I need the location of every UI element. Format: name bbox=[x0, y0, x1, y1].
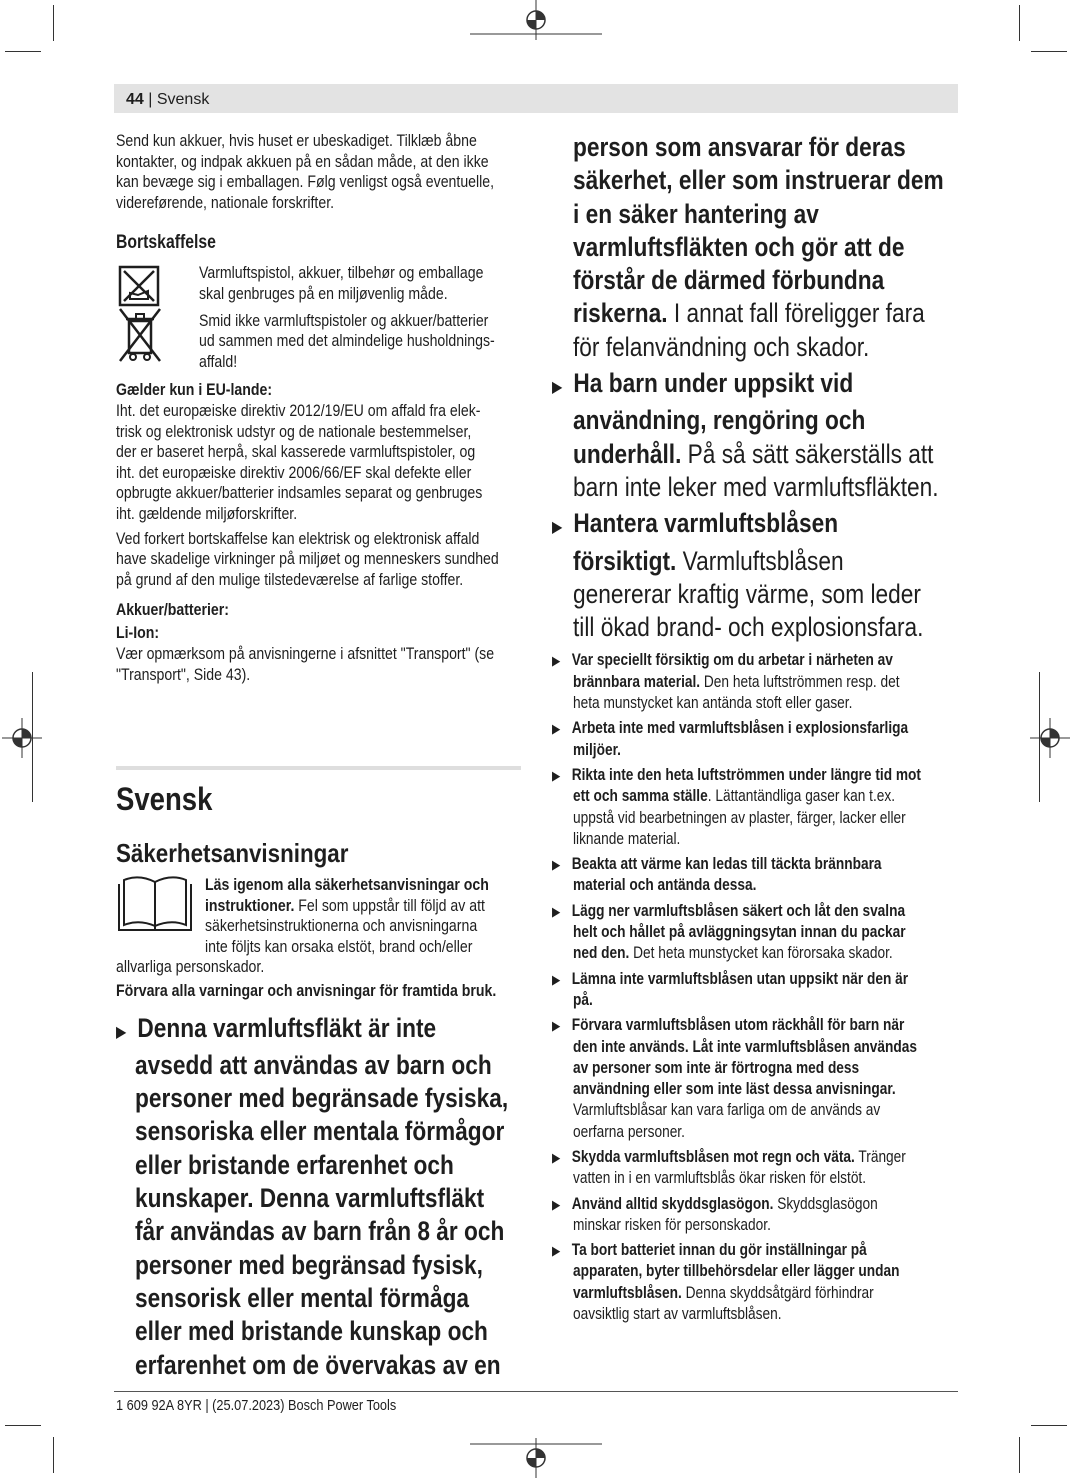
header-separator: | bbox=[148, 91, 153, 108]
bullet-text-bold: varmluftsblåsen. bbox=[573, 1283, 682, 1302]
crop-mark bbox=[5, 51, 41, 52]
bullet-text: Varmluftsblåsar kan vara farliga om de används av bbox=[573, 1101, 881, 1120]
eu-paragraph bbox=[116, 401, 536, 525]
read-line-1: Läs igenom alla säkerhetsanvisningar och bbox=[205, 875, 489, 894]
text-line: videreførende, nationale forskrifter. bbox=[116, 192, 335, 212]
triangle-bullet-icon: ▶ bbox=[552, 903, 561, 919]
disposal-row-recycle bbox=[116, 263, 536, 304]
text-line: Iht. det europæiske direktiv 2012/19/EU om affald fra elek- bbox=[116, 400, 481, 420]
text-line: iht. gældende miljøforskrifter. bbox=[116, 503, 298, 523]
big-line: eller bristande erfarenhet och bbox=[135, 1149, 454, 1180]
text-line: kan bevæge sig i emballagen. Følg venligst også eventuelle, bbox=[116, 172, 495, 192]
header-bar bbox=[114, 84, 958, 113]
page-number: 44 bbox=[126, 91, 144, 108]
big-line: barn inte leker med varmluftsfläkten. bbox=[573, 471, 939, 502]
read-line-2-bold: instruktioner. bbox=[205, 895, 295, 915]
text-line: opbrugte akkuer/batterier indsamles separat og genbruges bbox=[116, 483, 483, 503]
triangle-bullet-icon: ▶ bbox=[552, 767, 561, 783]
big-line-bold: försiktigt. bbox=[573, 545, 677, 576]
text-line: ud sammen med det almindelige husholdnings- bbox=[199, 331, 495, 351]
bullet-text: på. bbox=[573, 990, 593, 1009]
warning-goggles bbox=[552, 1194, 964, 1237]
recycle-box-icon bbox=[118, 265, 160, 307]
big-line: kunskaper. Denna varmluftsfläkt bbox=[135, 1183, 485, 1214]
bullet-text: material och antända dessa. bbox=[573, 876, 757, 895]
big-line: erfarenhet om de övervakas av en bbox=[135, 1349, 501, 1380]
bullet-text: minskar risken för personskador. bbox=[573, 1215, 771, 1234]
eu-heading: Gælder kun i EU-lande: bbox=[116, 380, 273, 400]
bullet-text-rest: Tränger bbox=[854, 1147, 906, 1166]
text-line: Ved forkert bortskaffelse kan elektrisk og elektronisk affald bbox=[116, 528, 480, 548]
bullet-text: apparaten, byter tillbehörsdelar eller lägger undan bbox=[573, 1262, 900, 1281]
crop-mark bbox=[1019, 1437, 1020, 1473]
bullet-text: uppstå vid bearbetningen av plaster, färger, lacker eller bbox=[573, 808, 906, 827]
big-line: eller med bristande kunskap och bbox=[135, 1316, 488, 1347]
read-line-2-rest: Fel som uppstår till följd av att bbox=[294, 895, 485, 915]
bullet-text-rest: . Lättantändliga gaser kan t.ex. bbox=[707, 787, 896, 806]
children-warning-continued bbox=[573, 131, 964, 364]
bullet-text-rest: Den heta luftströmmen resp. det bbox=[700, 672, 900, 691]
text-line: Send kun akkuer, hvis huset er ubeskadiget. Tilklæb åbne bbox=[116, 131, 477, 150]
left-column bbox=[116, 131, 536, 686]
bullet-text: Arbeta inte med varmluftsblåsen i explosionsfarliga bbox=[571, 719, 909, 738]
triangle-bullet-icon: ▶ bbox=[552, 653, 561, 669]
crop-mark bbox=[5, 1425, 41, 1426]
triangle-bullet-icon: ▶ bbox=[552, 519, 563, 537]
triangle-bullet-icon: ▶ bbox=[552, 721, 561, 737]
big-line: sensoriska eller mentala förmågor bbox=[135, 1116, 505, 1147]
bullet-text: oavsiktlig start av varmluftsblåsen. bbox=[573, 1305, 782, 1324]
bullet-text-bold: Använd alltid skyddsglasögon. bbox=[571, 1194, 774, 1213]
bullet-text-bold: Skydda varmluftsblåsen mot regn och väta. bbox=[571, 1147, 855, 1166]
bullet-text: av personer som inte är förtrogna med dess bbox=[573, 1058, 860, 1077]
registration-mark-icon bbox=[470, 0, 602, 40]
triangle-bullet-icon: ▶ bbox=[116, 1023, 127, 1041]
big-line: genererar kraftig värme, som leder bbox=[573, 578, 921, 609]
text-line: Smid ikke varmluftspistoler og akkuer/batterier bbox=[199, 310, 489, 330]
big-line: Ha barn under uppsikt vid bbox=[573, 368, 854, 399]
bullet-text: miljöer. bbox=[573, 740, 621, 759]
big-line: användning, rengöring och bbox=[573, 405, 866, 436]
read-line-3: säkerhetsinstruktionerna och anvisningarna bbox=[205, 916, 478, 936]
bullet-text-rest: Skyddsglasögon bbox=[773, 1194, 878, 1213]
footer-rule bbox=[114, 1391, 958, 1392]
registration-mark-icon bbox=[470, 1438, 602, 1478]
bullet-text: heta munstycket kan antända stoft eller gaser. bbox=[573, 694, 853, 713]
disposal-heading: Bortskaffelse bbox=[116, 232, 216, 254]
warning-cool-down bbox=[552, 901, 964, 965]
text-line: "Transport", Side 43). bbox=[116, 665, 251, 685]
bullet-text: Var speciellt försiktig om du arbetar i närheten av bbox=[571, 651, 893, 670]
bullet-text: den inte används. Låt inte varmluftsblåsen användas bbox=[573, 1037, 917, 1056]
read-line-4: inte följts kan orsaka elstöt, brand och/eller bbox=[205, 936, 473, 956]
bullet-text: Ta bort batteriet innan du gör inställningar på bbox=[571, 1241, 867, 1260]
text-line: iht. det europæiske direktiv 2006/66/EF skal defekte eller bbox=[116, 462, 472, 482]
bullet-text: Rikta inte den heta luftströmmen under längre tid mot bbox=[571, 765, 921, 784]
footer-text: 1 609 92A 8YR | (25.07.2023) Bosch Power Tools bbox=[116, 1397, 397, 1414]
text-line: trisk og elektronisk udstyr og de nationale bestemmelser, bbox=[116, 421, 472, 441]
crop-mark bbox=[1031, 1425, 1067, 1426]
triangle-bullet-icon: ▶ bbox=[552, 971, 561, 987]
warning-heat-conduct bbox=[552, 854, 964, 897]
transport-paragraph bbox=[116, 644, 536, 685]
bullet-text-bold: ett och samma ställe bbox=[573, 787, 708, 806]
big-line-rest: I annat fall föreligger fara bbox=[667, 298, 925, 329]
text-line: have skadelige virkninger på miljøet og menneskers sundhed bbox=[116, 549, 499, 569]
text-line: på grund af den mulige tilstedeværelse af farlige stoffer. bbox=[116, 569, 464, 589]
big-line-rest: Varmluftsblåsen bbox=[676, 545, 844, 576]
big-line: Denna varmluftsfläkt är inte bbox=[137, 1012, 437, 1043]
text-line: der er baseret herpå, skal kasserede varmluftspistoler, og bbox=[116, 442, 476, 462]
section-title: Svensk bbox=[116, 781, 213, 817]
header-language: Svensk bbox=[156, 91, 210, 108]
bullet-text: Lämna inte varmluftsblåsen utan uppsikt när den är bbox=[571, 969, 909, 988]
registration-mark-icon bbox=[1030, 718, 1070, 758]
warning-rain bbox=[552, 1147, 964, 1190]
big-line: till ökad brand- och explosionsfara. bbox=[573, 612, 924, 643]
text-line: kontakter, og indpak akkuen på en sådan måde, at den ikke bbox=[116, 151, 489, 171]
children-supervision-warning bbox=[552, 367, 964, 504]
bullet-text: liknande material. bbox=[573, 829, 681, 848]
children-warning bbox=[116, 1012, 536, 1382]
bullet-text-bold: ned den. bbox=[573, 944, 630, 963]
text-line: Varmluftspistol, akkuer, tilbehør og emballage bbox=[199, 263, 484, 283]
crop-mark bbox=[1019, 5, 1020, 41]
akku-heading: Akkuer/batterier: bbox=[116, 600, 229, 620]
liion-heading: Li-Ion: bbox=[116, 622, 160, 642]
big-line: personer med begränsad fysisk, bbox=[135, 1249, 483, 1280]
big-line-bold: underhåll. bbox=[573, 438, 682, 469]
bullet-text: vatten in i en varmluftsblås ökar risken för elstöt. bbox=[573, 1169, 867, 1188]
bullet-text: Förvara varmluftsblåsen utom räckhåll för barn när bbox=[571, 1016, 905, 1035]
crop-mark bbox=[53, 1437, 54, 1473]
big-line: får användas av barn från 8 år och bbox=[135, 1216, 505, 1247]
bullet-text-rest: Det heta munstycket kan förorsaka skador. bbox=[629, 944, 893, 963]
triangle-bullet-icon: ▶ bbox=[552, 1196, 561, 1212]
big-line: sensorisk eller mental förmåga bbox=[135, 1282, 470, 1313]
disposal-row-bin bbox=[116, 311, 536, 373]
crop-mark bbox=[53, 5, 54, 41]
big-line: varmluftsfläkten och gör att de bbox=[573, 231, 905, 262]
big-line: avsedd att användas av barn och bbox=[135, 1049, 492, 1080]
warning-flammable bbox=[552, 650, 964, 714]
triangle-bullet-icon: ▶ bbox=[552, 1243, 561, 1259]
warning-same-spot bbox=[552, 765, 964, 850]
bullet-text-rest: Denna skyddsåtgärd förhindrar bbox=[681, 1283, 874, 1302]
handle-carefully-warning bbox=[552, 507, 964, 644]
triangle-bullet-icon: ▶ bbox=[552, 1149, 561, 1165]
triangle-bullet-icon: ▶ bbox=[552, 857, 561, 873]
triangle-bullet-icon: ▶ bbox=[552, 379, 563, 397]
big-line-rest: På så sätt säkerställs att bbox=[681, 438, 934, 469]
warning-explosive bbox=[552, 718, 964, 761]
intro-paragraph bbox=[116, 131, 536, 213]
bullet-text: användning eller som inte läst dessa anvisningar. bbox=[573, 1080, 896, 1099]
big-line: Hantera varmluftsblåsen bbox=[573, 508, 839, 539]
triangle-bullet-icon: ▶ bbox=[552, 1018, 561, 1034]
page-header bbox=[126, 90, 209, 110]
bullet-text: helt och hållet på avläggningsytan innan du packar bbox=[573, 923, 906, 942]
warning-unattended bbox=[552, 969, 964, 1012]
big-line: i en säker hantering av bbox=[573, 198, 819, 229]
text-line: Vær opmærksom på anvisningerne i afsnittet "Transport" (se bbox=[116, 644, 495, 664]
wrong-disposal-paragraph bbox=[116, 529, 536, 591]
crossed-bin-icon bbox=[116, 305, 164, 369]
big-line-bold: riskerna. bbox=[573, 298, 668, 329]
bullet-text: Lägg ner varmluftsblåsen säkert och låt den svalna bbox=[571, 901, 906, 920]
bullet-text: oerfarna personer. bbox=[573, 1122, 685, 1141]
warning-children-reach bbox=[552, 1015, 964, 1143]
section-divider bbox=[116, 766, 521, 770]
warning-remove-battery bbox=[552, 1240, 964, 1325]
big-line: förstår de därmed förbundna bbox=[573, 265, 885, 296]
big-line: säkerhet, eller som instruerar dem bbox=[573, 165, 944, 196]
registration-mark-icon bbox=[2, 718, 42, 758]
big-line: person som ansvarar för deras bbox=[573, 132, 906, 162]
bullet-text: Beakta att värme kan ledas till täckta brännbara bbox=[571, 855, 882, 874]
subsection-title: Säkerhetsanvisningar bbox=[116, 838, 349, 868]
bullet-text-bold: brännbara material. bbox=[573, 672, 701, 691]
keep-instructions-line: Förvara alla varningar och anvisningar för framtida bruk. bbox=[116, 980, 497, 1000]
read-line-5: allvarliga personskador. bbox=[116, 957, 265, 977]
big-line: personer med begränsade fysiska, bbox=[135, 1083, 509, 1114]
text-line: affald! bbox=[199, 351, 238, 371]
crop-mark bbox=[1031, 51, 1067, 52]
text-line: skal genbruges på en miljøvenlig måde. bbox=[199, 283, 448, 303]
big-line: för felanvändning och skador. bbox=[573, 331, 870, 362]
right-column bbox=[552, 131, 964, 1325]
read-instructions-block bbox=[116, 875, 536, 1382]
